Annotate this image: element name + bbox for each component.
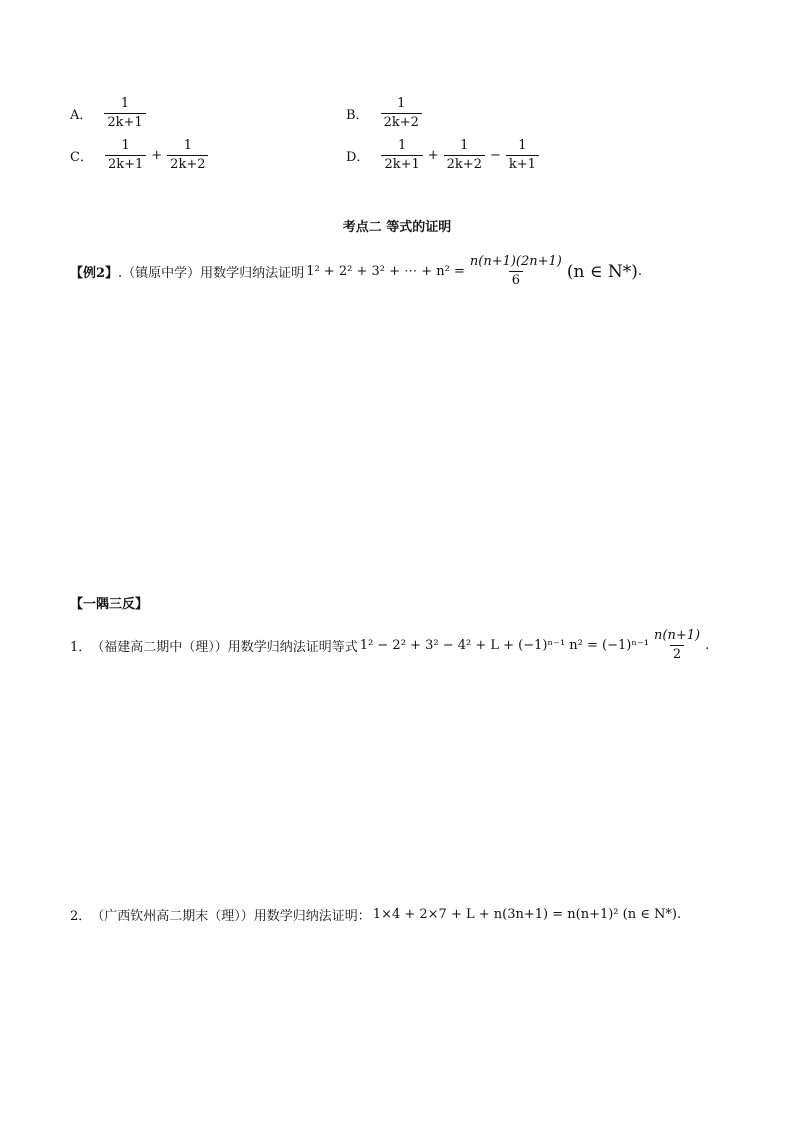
example-label: 【例2】 — [70, 266, 119, 281]
practice-lhs: 1² − 2² + 3² − 4² + L + (−1)ⁿ⁻¹ n² = (−1)ⁿ⁻¹ — [359, 638, 650, 653]
fraction: $\frac{1}{k+1}$ — [506, 138, 539, 173]
practice-number: 1． — [70, 640, 92, 655]
practice-source: （福建高二期中（理））用数学归纳法证明等式 — [91, 640, 358, 655]
practice-item-2: 2． （广西钦州高二期末（理））用数学归纳法证明： 1×4 + 2×7 + L + n(3n+1) = n(n+1)² (n ∈ N*) . — [70, 907, 682, 924]
option-d — [346, 138, 541, 173]
practice-item-1: 1． （福建高二期中（理））用数学归纳法证明等式 1² − 2² + 3² − 4² + L + (−1)ⁿ⁻¹ n² = (−1)ⁿ⁻¹ $\frac{n(n+1)}{2}$ . — [70, 628, 710, 662]
option-c — [70, 138, 210, 173]
practice-fraction: $\frac{n(n+1)}{2}$ — [654, 628, 701, 662]
example-source: .（镇原中学）用数学归纳法证明 — [118, 266, 305, 281]
practice-heading: 【一隅三反】 — [70, 597, 149, 612]
example-condition: (n ∈ N*) — [566, 261, 638, 282]
option-label: A． — [70, 108, 93, 123]
section-title: 考点二 等式的证明 — [342, 220, 452, 235]
option-a — [70, 96, 148, 131]
option-b — [346, 96, 424, 131]
fraction: $\frac{1}{2k+2}$ — [381, 96, 422, 131]
plus-operator: + — [151, 148, 163, 163]
fraction: $\frac{1}{2k+1}$ — [104, 96, 145, 131]
minus-operator: − — [489, 148, 501, 163]
practice-number: 2． — [70, 909, 92, 924]
option-label: D． — [346, 150, 370, 165]
option-label: B． — [346, 108, 369, 123]
fraction: $\frac{1}{2k+1}$ — [105, 138, 146, 173]
fraction: $\frac{1}{2k+1}$ — [381, 138, 422, 173]
fraction: $\frac{1}{2k+2}$ — [167, 138, 208, 173]
plus-operator: + — [427, 148, 439, 163]
practice-expression: 1×4 + 2×7 + L + n(3n+1) = n(n+1)² (n ∈ N*) — [372, 907, 677, 922]
option-label: C． — [70, 150, 93, 165]
practice-source: （广西钦州高二期末（理））用数学归纳法证明： — [91, 909, 371, 924]
example-fraction: $\frac{n(n+1)(2n+1)}{6}$ — [469, 254, 562, 288]
example-lhs: 1² + 2² + 3² + ⋯ + n² = — [306, 264, 465, 279]
example-2: 【例2】 .（镇原中学）用数学归纳法证明 1² + 2² + 3² + ⋯ + n² = $\frac{n(n+1)(2n+1)}{6}$ (n ∈ N*) . — [70, 254, 643, 288]
fraction: $\frac{1}{2k+2}$ — [444, 138, 485, 173]
